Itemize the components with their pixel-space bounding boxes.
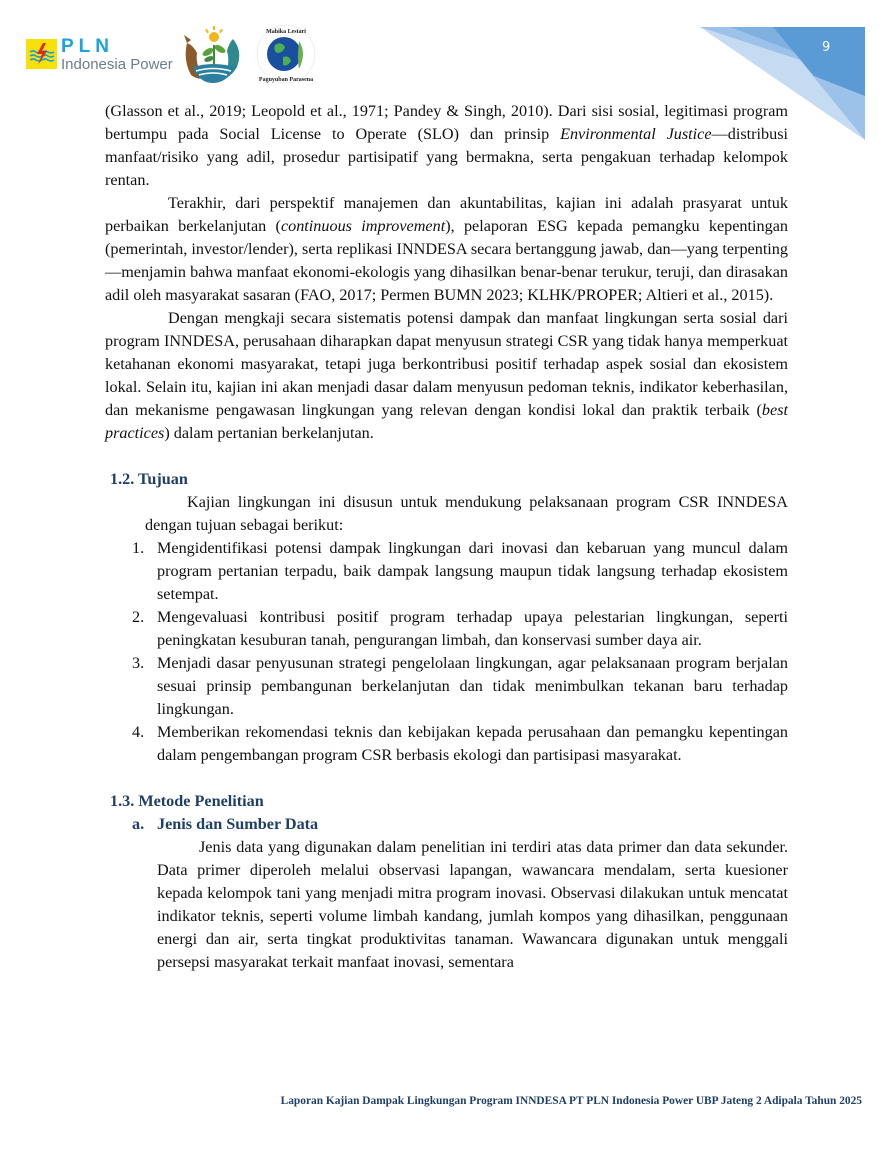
- list-item: 2. Mengevaluasi kontribusi positif program terhadap upaya pelestarian lingkungan, seperti peningkatan kesuburan tanah, pengurangan limbah, dan konservasi sumber daya air.: [132, 608, 788, 649]
- list-item: 3. Menjadi dasar penyusunan strategi pengelolaan lingkungan, agar pelaksanaan program berjalan sesuai prinsip pembangunan berkelanjutan dan tidak menimbulkan tekanan baru terhadap lingkungan.: [132, 654, 788, 718]
- page-footer: Laporan Kajian Dampak Lingkungan Program INNDESA PT PLN Indonesia Power UBP Jateng 2 Adipala Tahun 2025: [280, 1095, 862, 1107]
- svg-text:Paguyuban Parasena: Paguyuban Parasena: [258, 77, 313, 83]
- paragraph-management-accountability: Terakhir, dari perspektif manajemen dan akuntabilitas, kajian ini adalah prasyarat untuk perbaikan berkelanjutan (continuous improvement), pelaporan ESG kepada pemangku kepentingan (pemerintah, investor/lender), serta replikasi INNDESA secara bertanggung jawab, dan—yang terpenting—menjamin bahwa manfaat ekonomi-ekologis yang dihasilkan benar-benar terukur, teruji, dan dirasakan adil oleh masyarakat sasaran (FAO, 2017; Permen BUMN 2023; KLHK/PROPER; Altieri et al., 2015).: [105, 194, 788, 304]
- paragraph-systematic-study: Dengan mengkaji secara sistematis potensi dampak dan manfaat lingkungan serta sosial dari program INNDESA, perusahaan diharapkan dapat menyusun strategi CSR yang tidak hanya memperkuat ketahanan ekonomi masyarakat, tetapi juga berkontribusi positif terhadap aspek sosial dan ekosistem lokal. Selain itu, kajian ini akan menjadi dasar dalam menyusun pedoman teknis, indikator keberhasilan, dan mekanisme pengawasan lingkungan yang relevan dengan kondisi lokal dan praktik terbaik (best practices) dalam pertanian berkelanjutan.: [105, 309, 788, 442]
- pln-brand-text: PLN: [61, 35, 114, 57]
- page-number: 9: [822, 40, 831, 55]
- tujuan-intro: Kajian lingkungan ini disusun untuk mendukung pelaksanaan program CSR INNDESA dengan tujuan sebagai berikut:: [145, 493, 788, 534]
- list-item: 4. Memberikan rekomendasi teknis dan kebijakan kepada perusahaan dan pemangku kepentingan dalam pengembangan program CSR berbasis ekologi dan partisipasi masyarakat.: [132, 723, 788, 764]
- emphasis-best-practices: best practices: [105, 401, 788, 442]
- emphasis-environmental-justice: Environmental Justice: [560, 125, 712, 143]
- section-heading-tujuan: 1.2. Tujuan: [110, 470, 188, 488]
- svg-text:Mahika Lestari: Mahika Lestari: [265, 29, 306, 35]
- section-heading-metode-penelitian: 1.3. Metode Penelitian: [110, 792, 264, 810]
- document-body: [105, 100, 788, 974]
- header-logos: [26, 24, 317, 84]
- paragraph-jenis-sumber-data: Jenis data yang digunakan dalam penelitian ini terdiri atas data primer dan data sekunder. Data primer diperoleh melalui observasi lapangan, wawancara mendalam, serta kuesioner kepada kelompok tani yang menjadi mitra program inovasi. Observasi dilakukan untuk mencatat indikator teknis, seperti volume limbah kandang, jumlah kompos yang dihasilkan, penggunaan energi dan air, serta tingkat produktivitas tanaman. Wawancara digunakan untuk menggali persepsi masyarakat terkait manfaat inovasi, sementara: [157, 838, 788, 971]
- paragraph-social-legitimacy: (Glasson et al., 2019; Leopold et al., 1971; Pandey & Singh, 2010). Dari sisi sosial, legitimasi program bertumpu pada Social License to Operate (SLO) dan prinsip Environmental Justice—distribusi manfaat/risiko yang adil, prosedur partisipatif yang bermakna, serta pengakuan terhadap kelompok rentan.: [105, 102, 788, 189]
- emphasis-continuous-improvement: continuous improvement: [280, 217, 446, 235]
- list-item: 1. Mengidentifikasi potensi dampak lingkungan dari inovasi dan kebaruan yang muncul dalam program pertanian terpadu, baik dampak langsung maupun tidak langsung terhadap ekosistem setempat.: [132, 539, 788, 603]
- pln-lightning-icon: [26, 39, 57, 69]
- pln-subtitle-text: Indonesia Power: [61, 55, 173, 73]
- objectives-list: [132, 537, 788, 767]
- inndesa-logo-icon: [181, 25, 245, 83]
- pln-indonesia-power-logo: [26, 37, 173, 72]
- mahika-lestari-logo-icon: [255, 23, 317, 85]
- subsection-heading-jenis-sumber-data: a. Jenis dan Sumber Data: [132, 815, 319, 833]
